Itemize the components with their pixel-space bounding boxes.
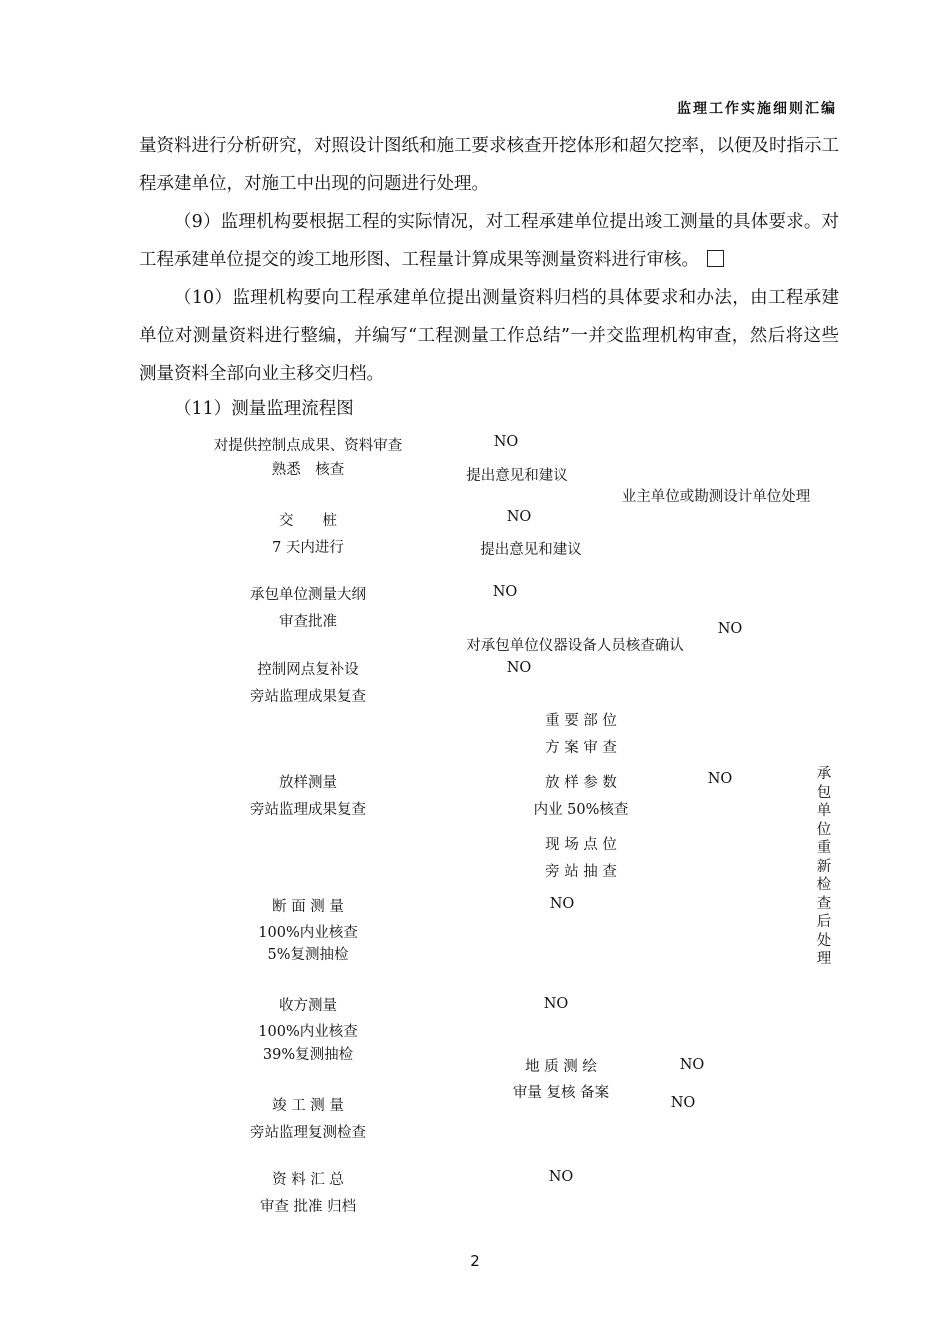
geology-line-1: 地 质 测 绘 (525, 1059, 597, 1075)
step-8-line-1: 竣 工 测 量 (272, 1098, 344, 1114)
paragraph-9 (139, 203, 839, 279)
step-1-line-2: 熟悉 核查 (271, 462, 345, 478)
checkbox-square-icon (707, 250, 724, 267)
step-6-line-3: 5%复测抽检 (267, 947, 349, 963)
suggestion-1: 提出意见和建议 (466, 468, 568, 484)
no-label: NO (548, 1169, 574, 1185)
step-4-line-2: 旁站监理成果复查 (250, 689, 366, 705)
no-label: NO (549, 896, 575, 912)
step-8-line-2: 旁站监理复测检查 (250, 1125, 366, 1141)
no-label: NO (717, 621, 743, 637)
no-label: NO (506, 509, 532, 525)
no-label: NO (492, 584, 518, 600)
step-5-line-1: 放样测量 (279, 775, 337, 791)
owner-handling: 业主单位或勘测设计单位处理 (621, 489, 811, 505)
page-number: 2 (470, 1252, 480, 1270)
setout-params-line-2: 内业 50%核查 (533, 802, 629, 818)
paragraph-continued: 量资料进行分析研究，对照设计图纸和施工要求核查开挖体形和超欠挖率，以便及时指示工程承建单位，对施工中出现的问题进行处理。 (139, 136, 839, 194)
no-label: NO (679, 1057, 705, 1073)
no-label: NO (493, 434, 519, 450)
equipment-check: 对承包单位仪器设备人员核查确认 (466, 638, 684, 654)
step-9-line-2: 审查 批准 归档 (259, 1199, 357, 1215)
step-3-line-1: 承包单位测量大纲 (250, 587, 366, 603)
step-7-line-2: 100%内业核查 (258, 1024, 358, 1040)
no-label: NO (506, 660, 532, 676)
setout-params-line-1: 放 样 参 数 (545, 775, 617, 791)
contractor-recheck-vertical: 承包单位重新检查后处理 (816, 766, 832, 967)
paragraph-11-heading: （11）测量监理流程图 (174, 399, 354, 419)
step-9-line-1: 资 料 汇 总 (272, 1172, 344, 1188)
no-label: NO (543, 996, 569, 1012)
step-5-line-2: 旁站监理成果复查 (250, 802, 366, 818)
step-7-line-1: 收方测量 (279, 998, 337, 1014)
step-7-line-3: 39%复测抽检 (262, 1047, 354, 1063)
no-label: NO (707, 771, 733, 787)
step-2-line-2: 7 天内进行 (272, 540, 344, 556)
step-3-line-2: 审查批准 (279, 614, 337, 630)
running-header: 监理工作实施细则汇编 (677, 101, 837, 117)
step-6-line-1: 断 面 测 量 (272, 899, 344, 915)
step-2-line-1: 交 桩 (279, 513, 337, 529)
key-parts-line-2: 方 案 审 查 (545, 740, 617, 756)
geology-line-2: 审量 复核 备案 (512, 1085, 610, 1101)
no-label: NO (670, 1095, 696, 1111)
paragraph-10: （10）监理机构要向工程承建单位提出测量资料归档的具体要求和办法，由工程承建单位对测量资料进行整编，并编写“工程测量工作总结”一并交监理机构审查，然后将这些测量资料全部向业主移交归档。 (139, 288, 839, 384)
step-1-line-1: 对提供控制点成果、资料审查 (213, 438, 403, 454)
suggestion-2: 提出意见和建议 (480, 542, 582, 558)
key-parts-line-1: 重 要 部 位 (545, 713, 617, 729)
step-4-line-1: 控制网点复补设 (257, 662, 359, 678)
step-6-line-2: 100%内业核查 (258, 925, 358, 941)
paragraph-9-text: （9）监理机构要根据工程的实际情况，对工程承建单位提出竣工测量的具体要求。对工程承建单位提交的竣工地形图、工程量计算成果等测量资料进行审核。 (139, 212, 839, 270)
site-points-line-2: 旁 站 抽 查 (545, 864, 617, 880)
site-points-line-1: 现 场 点 位 (545, 837, 617, 853)
